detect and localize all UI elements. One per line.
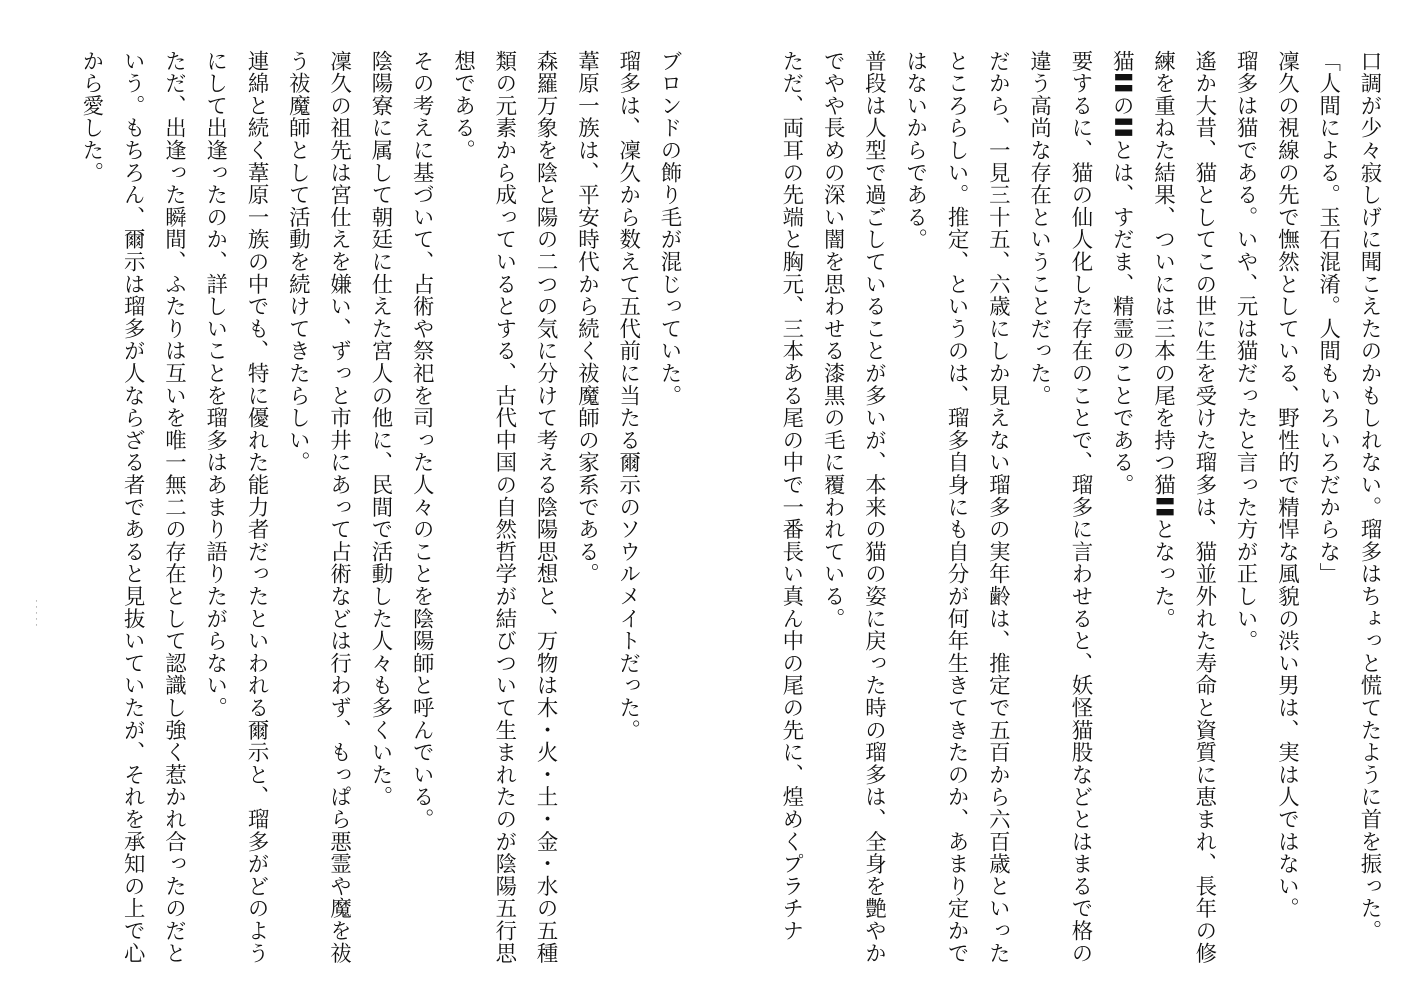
- paragraph: 凜久の視線の先で憮然としている、野性的で精悍な風貌の渋い男は、実は人ではない。: [1274, 50, 1300, 920]
- paragraph: 凜久の祖先は宮仕えを嫌い、ずっと市井にあって占術などは行わず、もっぱら悪霊や魔を祓う祓魔師として活動を続けてきたらしい。: [285, 50, 352, 965]
- paragraph: 森羅万象を陰と陽の二つの気に分けて考える陰陽思想と、万物は木・火・土・金・水の五種類の元素から成っているとする、古代中国の自然哲学が結びついて生まれたのが陰陽五行思想である。: [450, 50, 559, 965]
- paragraph: 葦原一族は、平安時代から続く祓魔師の家系である。: [574, 50, 600, 586]
- paragraph: 遙か大昔、猫としてこの世に生を受けた瑠多は、猫並外れた寿命と資質に恵まれ、長年の修練を重ねた結果、ついには三本の尾を持つ猫〓となった。: [1150, 50, 1217, 965]
- paragraph: 陰陽寮に属して朝廷に仕えた宮人の他に、民間で活動した人々も多くいた。: [367, 50, 393, 809]
- paragraph: 連綿と続く葦原一族の中でも、特に優れた能力者だったといわれる爾示と、瑠多がどのようにして出逢ったのか、詳しいことを瑠多はあまり語りたがらない。: [202, 50, 270, 965]
- paragraph: 瑠多は、凜久から数えて五代前に当たる爾示のソウルメイトだった。: [615, 50, 641, 742]
- right-page: [760, 50, 1390, 980]
- paragraph: 普段は人型で過ごしていることが多いが、本来の猫の姿に戻った時の瑠多は、全身を艶やかでやや長めの深い闇を思わせる漆黒の毛に覆われている。: [820, 50, 887, 965]
- gutter-mark: ・・・・・: [32, 598, 39, 628]
- paragraph: 要するに、猫の仙人化した存在のことで、瑠多に言わせると、妖怪猫股などとはまるで格の違う高尚な存在ということだった。: [1026, 50, 1093, 965]
- paragraph: その考えに基づいて、占術や祭祀を司った人々のことを陰陽師と呼んでいる。: [409, 50, 435, 831]
- paragraph: 瑠多は猫である。いや、元は猫だったと言った方が正しい。: [1233, 50, 1259, 653]
- left-page-text: [70, 50, 690, 980]
- paragraph: だから、一見三十五、六歳にしか見えない瑠多の実年齢は、推定で五百から六百歳といったところらしい。推定、というのは、瑠多自身にも自分が何年生きてきたのか、あまり定かではないからである。: [902, 50, 1011, 965]
- left-page: [70, 50, 690, 980]
- paragraph: 「人間による。玉石混淆。人間もいろいろだからな」: [1315, 50, 1341, 586]
- paragraph: ブロンドの飾り毛が混じっていた。: [657, 50, 682, 407]
- paragraph: ただ、両耳の先端と胸元、三本ある尾の中で一番長い真ん中の尾の先に、煌めくプラチナ: [778, 50, 804, 942]
- paragraph: 口調が少々寂しげに聞こえたのかもしれない。瑠多はちょっと慌てたように首を振った。: [1357, 50, 1382, 942]
- paragraph: ただ、出逢った瞬間、ふたりは互いを唯一無二の存在として認識し強く惹かれ合ったのだという。もちろん、爾示は瑠多が人ならざる者であると見抜いていたが、それを承知の上で心から愛した。: [78, 50, 187, 965]
- right-page-text: [760, 50, 1390, 980]
- paragraph: 猫〓の〓とは、すだま、精霊のことである。: [1109, 50, 1135, 496]
